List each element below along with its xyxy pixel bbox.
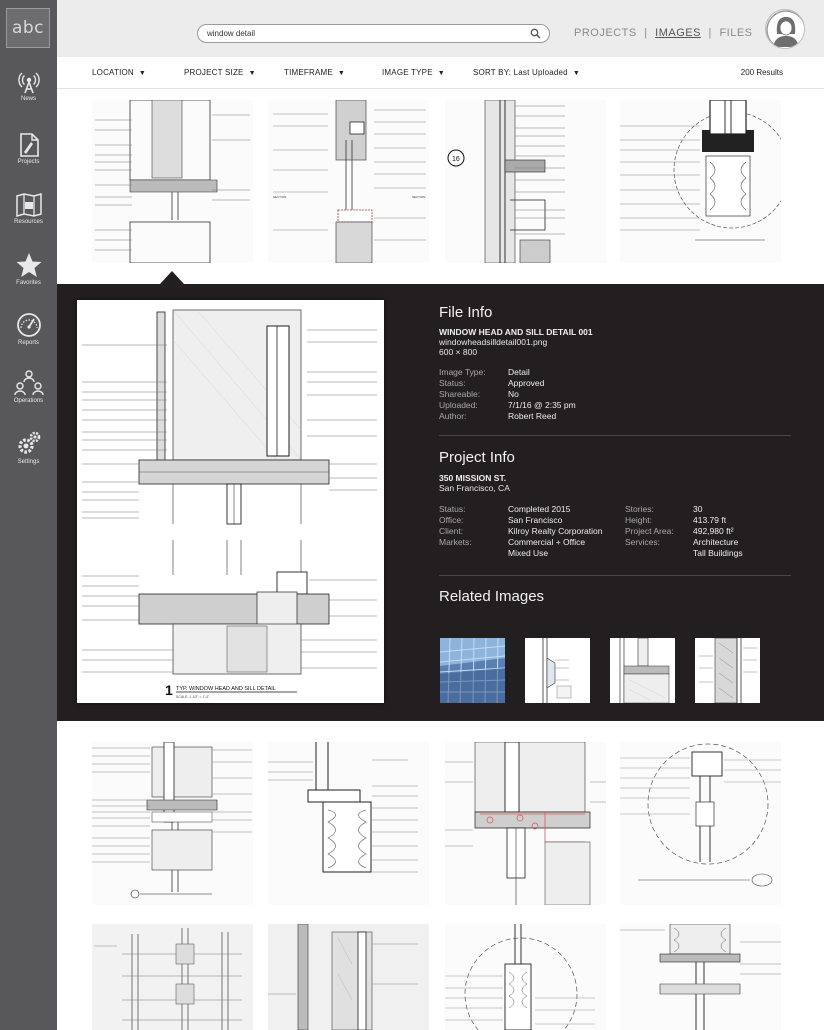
field-value: Mixed Use <box>508 548 549 558</box>
file-info-title: File Info <box>439 304 493 321</box>
drawing-thumbnail <box>620 742 781 905</box>
project-info-title: Project Info <box>439 449 515 466</box>
field-value: Detail <box>508 367 530 377</box>
drawing-thumbnail <box>445 742 606 905</box>
field-label: Client: <box>439 526 464 536</box>
project-address-line1: 350 MISSION ST. <box>439 473 507 483</box>
nav-link-projects[interactable]: PROJECTS <box>574 27 637 39</box>
sort-by-dropdown[interactable] <box>473 68 580 77</box>
sidebar-item-operations[interactable] <box>0 370 57 428</box>
sidebar-item-label: Reports <box>17 340 39 346</box>
top-nav <box>574 27 753 39</box>
sidebar <box>0 0 57 1030</box>
caret-down-icon: ▼ <box>248 70 256 77</box>
sidebar-item-label: Resources <box>14 219 43 225</box>
related-images-title: Related Images <box>439 588 545 605</box>
field-value: Architecture <box>693 537 739 547</box>
gears-icon <box>16 431 42 457</box>
file-field-row <box>439 400 794 411</box>
drawing-thumbnail <box>268 742 429 905</box>
gauge-icon <box>16 312 42 338</box>
drawing-thumbnail <box>92 924 253 1030</box>
image-thumbnail[interactable] <box>620 742 781 905</box>
related-image-thumbnail[interactable] <box>695 638 760 703</box>
field-value: 30 <box>693 504 703 514</box>
search-icon[interactable] <box>530 28 541 39</box>
image-thumbnail[interactable] <box>92 924 253 1030</box>
filter-label: LOCATION <box>92 68 134 77</box>
file-field-row <box>439 389 794 400</box>
file-dimensions: 600 × 800 <box>439 347 478 357</box>
filter-timeframe[interactable] <box>284 68 345 77</box>
filter-bar <box>57 57 824 89</box>
sidebar-item-label: Favorites <box>16 280 41 286</box>
drawing-thumbnail <box>92 100 253 263</box>
selection-pointer <box>160 271 184 284</box>
field-label: Height: <box>625 515 652 525</box>
sidebar-item-news[interactable] <box>0 72 57 130</box>
file-field-row <box>439 411 794 422</box>
org-chart-icon <box>14 370 44 396</box>
image-thumbnail[interactable] <box>92 742 253 905</box>
sidebar-item-reports[interactable] <box>0 312 57 370</box>
drawing-thumbnail <box>268 100 429 263</box>
drawing-thumbnail <box>445 924 606 1030</box>
field-label: Office: <box>439 515 464 525</box>
caret-down-icon: ▼ <box>572 70 580 77</box>
field-value: Kilroy Realty Corporation <box>508 526 603 536</box>
sidebar-item-resources[interactable] <box>0 193 57 251</box>
field-value: No <box>508 389 519 399</box>
field-label: Project Area: <box>625 526 674 536</box>
nav-separator: | <box>644 27 648 39</box>
field-label: Shareable: <box>439 389 481 399</box>
search-box <box>197 24 550 43</box>
detail-panel <box>57 284 824 721</box>
related-image-thumbnail[interactable] <box>525 638 590 703</box>
file-field-row <box>439 367 794 378</box>
preview-detail-title: TYP. WINDOW HEAD AND SILL DETAIL <box>176 686 276 692</box>
filter-image-type[interactable] <box>382 68 445 77</box>
nav-link-files[interactable]: FILES <box>719 27 753 39</box>
map-book-icon <box>16 193 42 217</box>
field-label: Status: <box>439 378 466 388</box>
preview-detail-scale: SCALE: 1 1/2" = 1'-0" <box>176 695 210 699</box>
sidebar-item-label: Settings <box>17 459 40 465</box>
svg-text:16: 16 <box>452 156 460 163</box>
field-label: Stories: <box>625 504 654 514</box>
preview-image[interactable] <box>77 300 384 703</box>
field-label: Uploaded: <box>439 400 478 410</box>
top-bar <box>57 0 824 57</box>
caret-down-icon: ▼ <box>437 70 445 77</box>
sidebar-item-favorites[interactable] <box>0 252 57 310</box>
preview-detail-number: 1 <box>165 682 173 698</box>
image-thumbnail[interactable] <box>445 924 606 1030</box>
avatar[interactable] <box>765 9 805 49</box>
field-label: Status: <box>439 504 466 514</box>
svg-text:SECTION: SECTION <box>273 195 287 199</box>
image-thumbnail[interactable] <box>445 742 606 905</box>
image-thumbnail[interactable] <box>445 100 606 263</box>
project-field-row <box>439 526 794 537</box>
nav-link-images[interactable]: IMAGES <box>655 27 701 39</box>
related-image-thumbnail[interactable] <box>440 638 505 703</box>
image-thumbnail[interactable] <box>620 100 781 263</box>
related-image-thumbnail[interactable] <box>610 638 675 703</box>
filter-project-size[interactable] <box>184 68 256 77</box>
field-value: Robert Reed <box>508 411 557 421</box>
filter-label: TIMEFRAME <box>284 68 333 77</box>
star-icon <box>16 252 42 278</box>
field-value: 7/1/16 @ 2:35 pm <box>508 400 576 410</box>
field-value: Tall Buildings <box>693 548 743 558</box>
image-thumbnail[interactable] <box>268 924 429 1030</box>
drawing-thumbnail <box>695 638 760 703</box>
broadcast-icon <box>18 72 40 94</box>
project-field-row <box>439 537 794 548</box>
image-thumbnail[interactable] <box>620 924 781 1030</box>
project-field-row <box>439 548 794 559</box>
drawing-thumbnail <box>620 100 781 263</box>
sidebar-item-label: Operations <box>13 398 44 404</box>
nav-separator: | <box>708 27 712 39</box>
drawing-thumbnail <box>445 100 606 263</box>
field-label: Markets: <box>439 537 472 547</box>
field-label: Image Type: <box>439 367 486 377</box>
drawing-thumbnail <box>92 742 253 905</box>
field-value: Commercial + Office <box>508 537 586 547</box>
caret-down-icon: ▼ <box>337 70 346 77</box>
sidebar-item-projects[interactable] <box>0 133 57 191</box>
field-value: Approved <box>508 378 545 388</box>
user-avatar-icon <box>766 10 805 49</box>
logo[interactable]: abc <box>6 8 50 48</box>
field-value: 492,980 ft² <box>693 526 734 536</box>
building-photo <box>440 638 505 703</box>
image-thumbnail[interactable] <box>268 742 429 905</box>
field-value: San Francisco <box>508 515 563 525</box>
image-thumbnail[interactable] <box>92 100 253 263</box>
file-filename: windowheadsilldetail001.png <box>439 337 548 347</box>
sort-label: SORT BY: Last Uploaded <box>473 68 568 77</box>
filter-label: PROJECT SIZE <box>184 68 244 77</box>
project-field-row <box>439 504 794 515</box>
sidebar-item-label: Projects <box>17 159 40 165</box>
detail-drawing <box>77 300 384 703</box>
project-field-row <box>439 515 794 526</box>
field-value: 413.79 ft <box>693 515 727 525</box>
results-count: 200 Results <box>740 68 783 77</box>
sidebar-item-label: News <box>20 96 36 102</box>
info-column <box>439 304 794 605</box>
image-thumbnail[interactable] <box>268 100 429 263</box>
field-value: Completed 2015 <box>508 504 571 514</box>
filter-location[interactable] <box>92 68 146 77</box>
file-field-row <box>439 378 794 389</box>
project-address-line2: San Francisco, CA <box>439 483 510 493</box>
file-name: WINDOW HEAD AND SILL DETAIL 001 <box>439 327 593 337</box>
field-label: Services: <box>625 537 660 547</box>
field-label: Author: <box>439 411 467 421</box>
filter-label: IMAGE TYPE <box>382 68 433 77</box>
svg-text:SECTION: SECTION <box>412 195 426 199</box>
sidebar-item-settings[interactable] <box>0 431 57 489</box>
drawing-thumbnail <box>610 638 675 703</box>
document-icon <box>18 133 40 157</box>
drawing-thumbnail <box>620 924 781 1030</box>
drawing-thumbnail <box>525 638 590 703</box>
drawing-thumbnail <box>268 924 429 1030</box>
search-input[interactable] <box>207 27 517 40</box>
caret-down-icon: ▼ <box>138 70 147 77</box>
